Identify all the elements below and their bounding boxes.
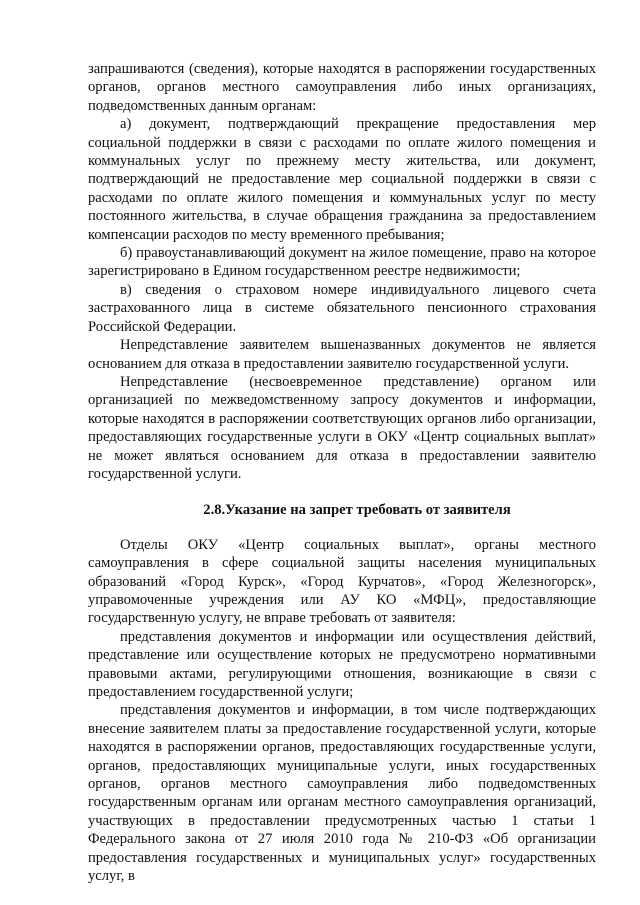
- paragraph-item-v: в) сведения о страховом номере индивидуального лицевого счета застрахованного лица в системе обязательного пенсионного страхования Российской Федерации.: [88, 281, 596, 335]
- paragraph-late-submission: Непредставление (несвоевременное представление) органом или организацией по межведомственному запросу документов и информации, которые находятся в распоряжении соответствующих органов либо организации, предоставляющих государственные услуги в ОКУ «Центр социальных выплат» не может являться основанием для отказа в предоставлении заявителю государственной услуги.: [88, 373, 596, 482]
- paragraph-non-submission: Непредставление заявителем вышеназванных документов не является основанием для отказа в предоставлении заявителю государственной услуги.: [88, 337, 596, 372]
- document-page: [88, 60, 596, 885]
- section-heading: 2.8.Указание на запрет требовать от заявителя: [203, 502, 511, 519]
- paragraph-prohibition-1: представления документов и информации или осуществления действий, представление или осуществление которых не предусмотрено нормативными правовыми актами, регулирующими отношения, возникающие в связи с предоставлением государственной услуги;: [88, 628, 596, 700]
- paragraph-prohibition-2: представления документов и информации, в том числе подтверждающих внесение заявителем платы за предоставление государственной услуги, которые находятся в распоряжении органов, предоставляющих государственные услуги, органов, предоставляющих муниципальные услуги, иных государственных органов, органов местного самоуправления либо подведомственных государственным органам или органам местного самоуправления организаций, участвующих в предоставлении предусмотренных частью 1 статьи 1 Федерального закона от 27 июля 2010 года № 210-ФЗ «Об организации предоставления государственных и муниципальных услуг» государственных услуг, в: [88, 702, 596, 885]
- paragraph-item-b: б) правоустанавливающий документ на жилое помещение, право на которое зарегистрировано в Едином государственном реестре недвижимости;: [88, 245, 596, 280]
- paragraph-item-a: а) документ, подтверждающий прекращение предоставления мер социальной поддержки в связи с расходами по оплате жилого помещения и коммунальных услуг по прежнему месту жительства, или документ, подтверждающий не предоставление мер социальной поддержки в связи с расходами по оплате жилого помещения и коммунальных услуг по месту постоянного жительства, в случае обращения гражданина за предоставлением компенсации расходов по месту временного пребывания;: [88, 116, 596, 243]
- paragraph-departments: Отделы ОКУ «Центр социальных выплат», органы местного самоуправления в сфере социальной защиты населения муниципальных образований «Город Курск», «Город Курчатов», «Город Железногорск», управомоченные учреждения или АУ КО «МФЦ», предоставляющие государственную услугу, не вправе требовать от заявителя:: [88, 536, 596, 627]
- paragraph-continuation: запрашиваются (сведения), которые находятся в распоряжении государственных органов, органов местного самоуправления либо иных организациях, подведомственных данным органам:: [88, 61, 596, 114]
